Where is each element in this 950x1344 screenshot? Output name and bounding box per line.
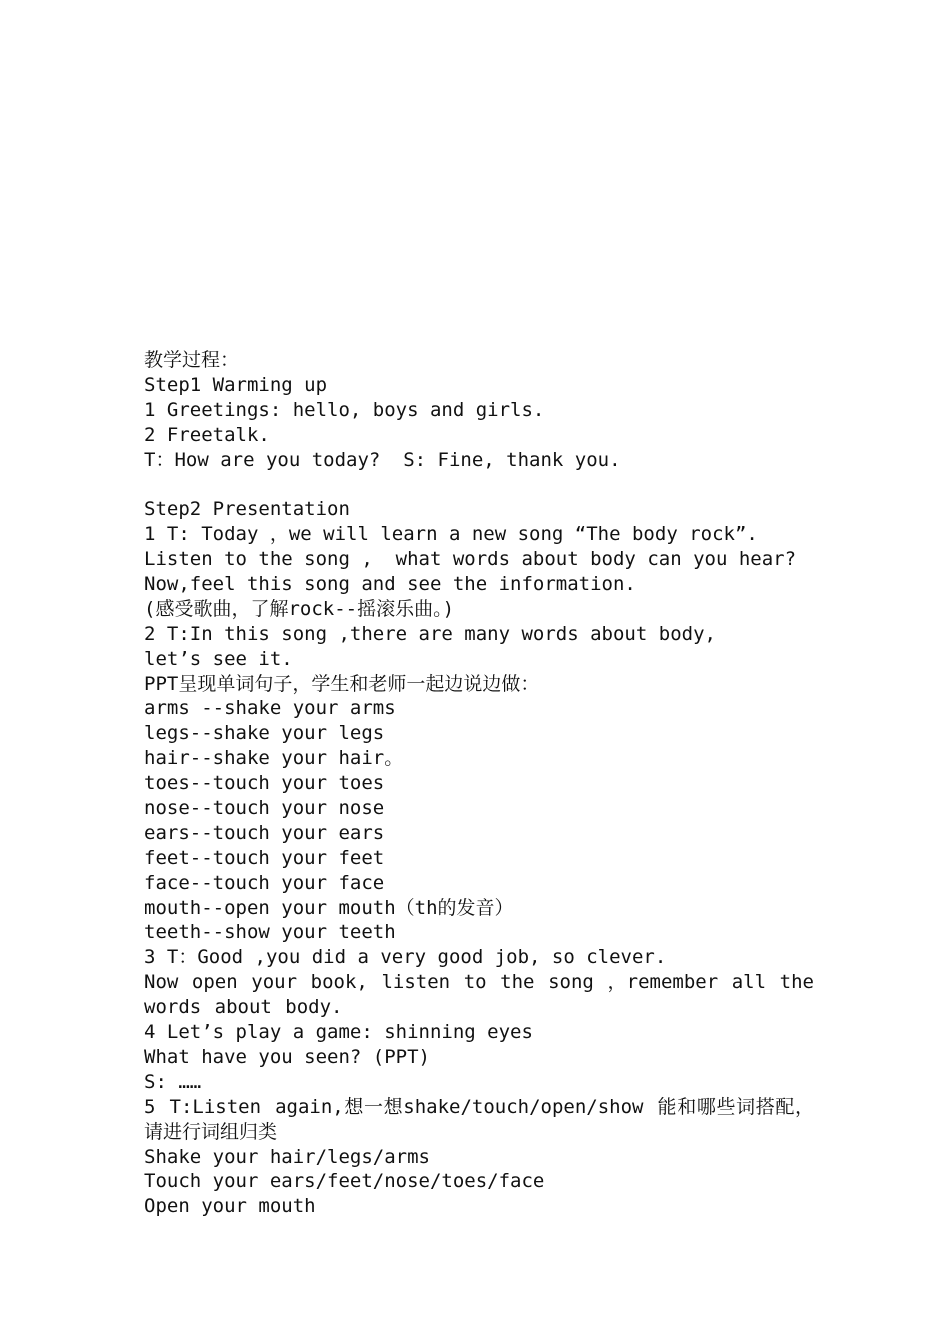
- text-paragraph: 5 T:Listen again,想一想shake/touch/open/show 能和哪些词搭配，请进行词组归类: [144, 1095, 814, 1143]
- text-paragraph: Now open your book, listen to the song ，remember all the words about body.: [144, 971, 814, 1019]
- section-heading: 教学过程：: [144, 349, 240, 371]
- list-item: toes--touch your toes: [144, 772, 385, 795]
- text-line: S: ……: [144, 1070, 202, 1093]
- text-line: 1 Greetings: hello, boys and girls.: [144, 398, 545, 421]
- text-line: 2 Freetalk.: [144, 423, 270, 446]
- list-item: face--touch your face: [144, 871, 385, 894]
- step1-title: Step1 Warming up: [144, 373, 328, 396]
- list-item: teeth--show your teeth: [144, 921, 396, 944]
- list-item: hair--shake your hair。: [144, 747, 404, 770]
- text-line: let’s see it.: [144, 647, 293, 670]
- list-item: feet--touch your feet: [144, 846, 385, 869]
- text-line: 4 Let’s play a game: shinning eyes: [144, 1021, 533, 1044]
- text-line: (感受歌曲，了解rock--摇滚乐曲。): [144, 597, 455, 620]
- text-line: Touch your ears/feet/nose/toes/face: [144, 1170, 545, 1193]
- text-line: 3 T：Good ,you did a very good job, so clever.: [144, 946, 667, 969]
- document-body: [144, 348, 814, 1219]
- text-line: T：How are you today? S: Fine, thank you.: [144, 448, 621, 471]
- list-item: arms --shake your arms: [144, 697, 396, 720]
- text-line: 2 T:In this song ,there are many words about body,: [144, 622, 716, 645]
- blank-line: [144, 472, 814, 497]
- step2-title: Step2 Presentation: [144, 498, 350, 521]
- text-line: Open your mouth: [144, 1195, 316, 1218]
- text-line: Shake your hair/legs/arms: [144, 1145, 430, 1168]
- text-line: Listen to the song , what words about body can you hear?: [144, 548, 797, 571]
- list-item: ears--touch your ears: [144, 821, 385, 844]
- list-item: nose--touch your nose: [144, 797, 385, 820]
- list-item: mouth--open your mouth（th的发音）: [144, 896, 514, 919]
- text-line: PPT呈现单词句子，学生和老师一起边说边做：: [144, 672, 540, 695]
- text-line: What have you seen? (PPT): [144, 1045, 430, 1068]
- text-line: Now,feel this song and see the information.: [144, 573, 636, 596]
- text-line: 1 T: Today ，we will learn a new song “The body rock”.: [144, 523, 758, 546]
- list-item: legs--shake your legs: [144, 722, 385, 745]
